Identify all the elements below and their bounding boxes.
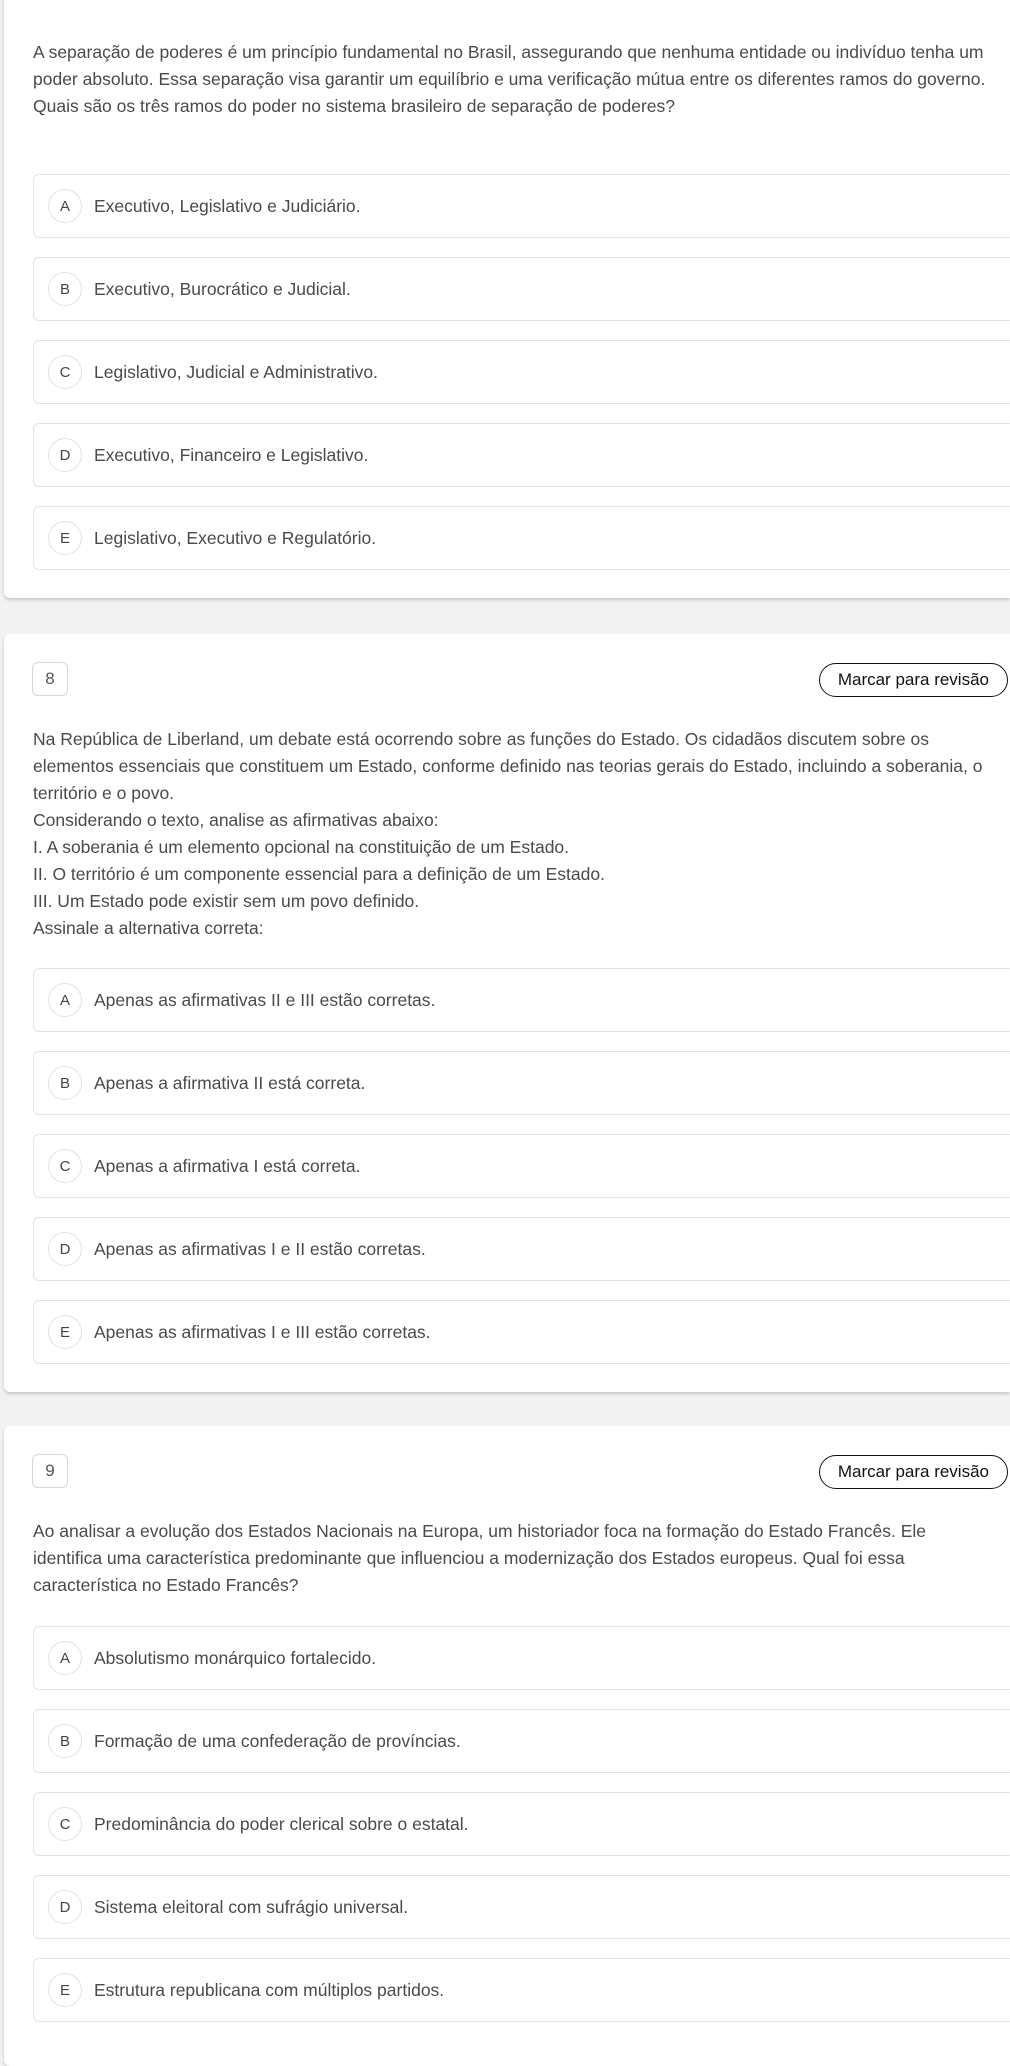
option-a[interactable] bbox=[33, 1626, 1010, 1690]
option-a[interactable] bbox=[33, 174, 1010, 238]
stem-paragraph: II. O território é um componente essencial para a definição de um Estado. bbox=[33, 864, 605, 884]
option-letter: C bbox=[48, 1149, 82, 1183]
stem-paragraph: I. A soberania é um elemento opcional na constituição de um Estado. bbox=[33, 837, 570, 857]
stem-paragraph: Quais são os três ramos do poder no sistema brasileiro de separação de poderes? bbox=[33, 96, 676, 116]
stem-paragraph: A separação de poderes é um princípio fundamental no Brasil, assegurando que nenhuma entidade ou indivíduo tenha um poder absoluto. Essa separação visa garantir um equilíbrio e uma verificação mútua entre os diferentes ramos do governo. bbox=[33, 42, 986, 89]
option-d[interactable] bbox=[33, 1217, 1010, 1281]
option-letter: E bbox=[48, 521, 82, 555]
option-b[interactable] bbox=[33, 1051, 1010, 1115]
stem-paragraph: Ao analisar a evolução dos Estados Nacionais na Europa, um historiador foca na formação do Estado Francês. Ele identifica uma característica predominante que influenciou a modernização dos Estados europeus. Qual foi essa característica no Estado Francês? bbox=[33, 1521, 927, 1595]
stem-paragraph: III. Um Estado pode existir sem um povo definido. bbox=[33, 891, 420, 911]
option-text: Predominância do poder clerical sobre o estatal. bbox=[94, 1813, 469, 1834]
stem-paragraph: Assinale a alternativa correta: bbox=[33, 918, 264, 938]
option-letter: D bbox=[48, 438, 82, 472]
question-card-7 bbox=[4, 0, 1010, 598]
option-letter: A bbox=[48, 983, 82, 1017]
option-text: Apenas a afirmativa I está correta. bbox=[94, 1155, 361, 1176]
option-text: Sistema eleitoral com sufrágio universal. bbox=[94, 1896, 409, 1917]
option-letter: D bbox=[48, 1890, 82, 1924]
option-text: Legislativo, Executivo e Regulatório. bbox=[94, 527, 377, 548]
option-text: Absolutismo monárquico fortalecido. bbox=[94, 1647, 377, 1668]
options-list bbox=[33, 968, 1010, 1383]
option-b[interactable] bbox=[33, 1709, 1010, 1773]
question-number-badge: 8 bbox=[32, 662, 68, 696]
option-text: Formação de uma confederação de províncias. bbox=[94, 1730, 461, 1751]
option-c[interactable] bbox=[33, 340, 1010, 404]
option-text: Executivo, Burocrático e Judicial. bbox=[94, 278, 351, 299]
option-letter: A bbox=[48, 1641, 82, 1675]
option-text: Apenas as afirmativas II e III estão corretas. bbox=[94, 989, 436, 1010]
question-stem bbox=[33, 39, 998, 120]
option-text: Executivo, Legislativo e Judiciário. bbox=[94, 195, 361, 216]
option-e[interactable] bbox=[33, 1958, 1010, 2022]
option-letter: B bbox=[48, 272, 82, 306]
option-letter: D bbox=[48, 1232, 82, 1266]
question-number-badge: 9 bbox=[32, 1454, 68, 1488]
option-letter: E bbox=[48, 1973, 82, 2007]
option-b[interactable] bbox=[33, 257, 1010, 321]
option-letter: B bbox=[48, 1724, 82, 1758]
mark-for-review-button[interactable]: Marcar para revisão bbox=[819, 663, 1008, 697]
stem-paragraph: Na República de Liberland, um debate está ocorrendo sobre as funções do Estado. Os cidadãos discutem sobre os elementos essenciais que constituem um Estado, conforme definido nas teorias gerais do Estado, incluindo a soberania, o território e o povo. bbox=[33, 729, 983, 803]
option-text: Apenas as afirmativas I e III estão corretas. bbox=[94, 1321, 431, 1342]
option-a[interactable] bbox=[33, 968, 1010, 1032]
question-card-8 bbox=[4, 634, 1010, 1392]
option-letter: E bbox=[48, 1315, 82, 1349]
question-card-9 bbox=[4, 1426, 1010, 2066]
option-d[interactable] bbox=[33, 1875, 1010, 1939]
option-d[interactable] bbox=[33, 423, 1010, 487]
option-c[interactable] bbox=[33, 1134, 1010, 1198]
question-stem bbox=[33, 726, 998, 942]
option-letter: C bbox=[48, 355, 82, 389]
option-text: Estrutura republicana com múltiplos partidos. bbox=[94, 1979, 445, 2000]
mark-for-review-button[interactable]: Marcar para revisão bbox=[819, 1455, 1008, 1489]
option-text: Apenas a afirmativa II está correta. bbox=[94, 1072, 366, 1093]
options-list bbox=[33, 1626, 1010, 2041]
options-list bbox=[33, 174, 1010, 589]
question-stem bbox=[33, 1518, 998, 1599]
option-text: Executivo, Financeiro e Legislativo. bbox=[94, 444, 369, 465]
option-letter: B bbox=[48, 1066, 82, 1100]
option-e[interactable] bbox=[33, 1300, 1010, 1364]
option-e[interactable] bbox=[33, 506, 1010, 570]
option-c[interactable] bbox=[33, 1792, 1010, 1856]
option-letter: C bbox=[48, 1807, 82, 1841]
stem-paragraph: Considerando o texto, analise as afirmativas abaixo: bbox=[33, 810, 439, 830]
option-text: Apenas as afirmativas I e II estão corretas. bbox=[94, 1238, 426, 1259]
option-letter: A bbox=[48, 189, 82, 223]
option-text: Legislativo, Judicial e Administrativo. bbox=[94, 361, 379, 382]
